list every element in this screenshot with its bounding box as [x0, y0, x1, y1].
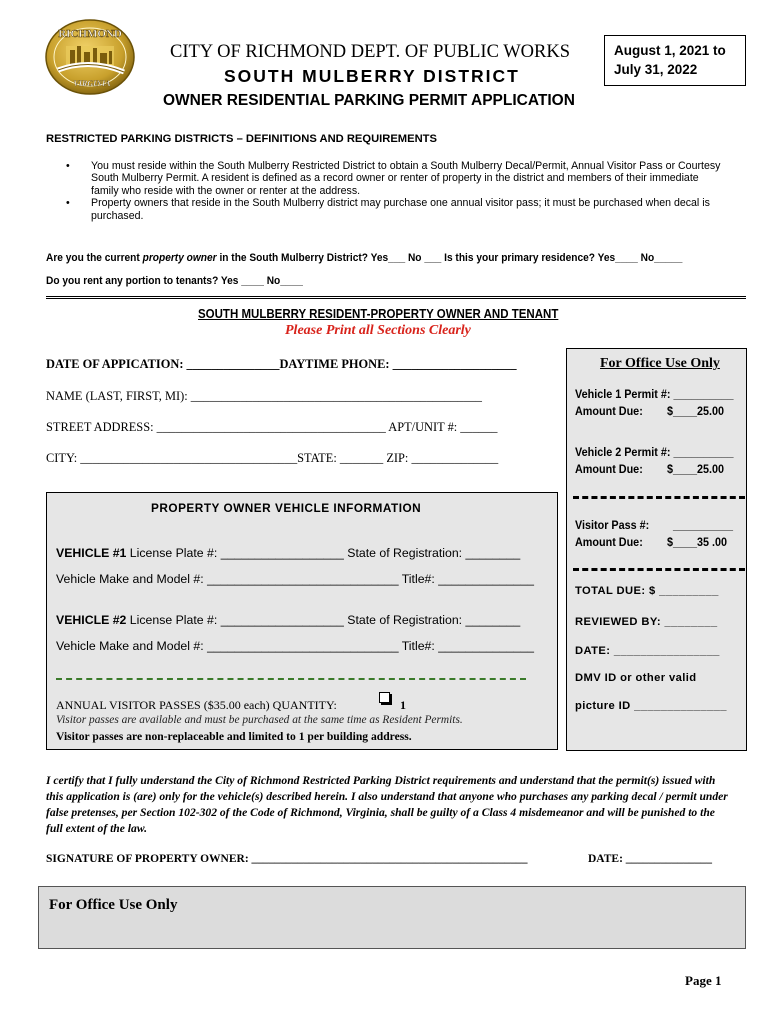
question-text: Are you the current [46, 252, 143, 264]
application-title: OWNER RESIDENTIAL PARKING PERMIT APPLICATION [163, 92, 575, 109]
requirement-text: You must reside within the South Mulberry Restricted District to obtain a South Mulberry Decal/Permit, Annual Visitor Pass or Courtesy South Mulberry Permit. A resident is defined as a record owner or renter of property in the district and members of their immediate family who reside with the owner or renter at the address. [91, 160, 721, 197]
permit-period-box [604, 35, 746, 86]
vehicle-1-plate-field[interactable] [56, 546, 520, 560]
permit-period-start: August 1, 2021 to [614, 43, 726, 58]
bullet-icon: • [66, 160, 70, 172]
logo-bottom-text: VIRGINIA [73, 79, 111, 88]
plate-field-text: License Plate #: __________________ State of Registration: ________ [126, 546, 521, 560]
vehicle-info-title: PROPERTY OWNER VEHICLE INFORMATION [151, 501, 422, 515]
signature-date-field[interactable]: DATE: _______________ [588, 853, 713, 865]
requirements-heading: RESTRICTED PARKING DISTRICTS – DEFINITIONS AND REQUIREMENTS [46, 133, 437, 145]
tenant-question[interactable]: Do you rent any portion to tenants? Yes ____ No____ [46, 275, 303, 287]
district-title: SOUTH MULBERRY DISTRICT [224, 66, 520, 86]
total-due-field[interactable]: TOTAL DUE: $ _________ [575, 585, 719, 597]
plate-field-text: License Plate #: __________________ State of Registration: ________ [126, 613, 521, 627]
visitor-amount: $____35 .00 [667, 535, 728, 549]
name-field[interactable]: NAME (LAST, FIRST, MI): _______________________________________________ [46, 389, 482, 403]
permit-period-end: July 31, 2022 [614, 62, 698, 77]
street-address-field[interactable]: STREET ADDRESS: _____________________________________ APT/UNIT #: ______ [46, 420, 498, 434]
dashed-separator [56, 678, 526, 680]
dashed-separator [573, 568, 745, 571]
visitor-pass-quantity: 1 [400, 698, 406, 712]
list-item [46, 197, 726, 222]
visitor-pass-field[interactable]: __________ [673, 518, 734, 532]
requirements-list [46, 160, 726, 222]
visitor-note: Visitor passes are available and must be purchased at the same time as Resident Permits. [56, 714, 463, 726]
dmv-id-label: DMV ID or other valid [575, 672, 697, 684]
visitor-passes-label: ANNUAL VISITOR PASSES ($35.00 each) QUANTITY: [56, 698, 337, 712]
date-phone-field[interactable]: DATE OF APPICATION: _______________DAYTIME PHONE: ____________________ [46, 357, 517, 371]
vehicle-2-make-field[interactable]: Vehicle Make and Model #: ____________________________ Title#: ______________ [56, 639, 534, 653]
signature-field[interactable]: SIGNATURE OF PROPERTY OWNER: ________________________________________________ [46, 853, 528, 865]
list-item [46, 160, 726, 197]
vehicle-1-make-field[interactable]: Vehicle Make and Model #: ____________________________ Title#: ______________ [56, 572, 534, 586]
vehicle-1-label: VEHICLE #1 [56, 546, 127, 560]
vehicle-2-plate-field[interactable] [56, 613, 520, 627]
visitor-amount-label: Amount Due: [575, 535, 643, 549]
logo-top-text: RICHMOND [58, 28, 122, 40]
section-subheading: Please Print all Sections Clearly [285, 323, 471, 338]
vehicle-2-amount: $____25.00 [667, 462, 725, 476]
office-use-title: For Office Use Only [600, 356, 720, 371]
office-date-field[interactable]: DATE: ________________ [575, 645, 720, 657]
question-emphasis: property owner [142, 252, 217, 264]
vehicle-2-label: VEHICLE #2 [56, 613, 127, 627]
section-divider [46, 296, 746, 300]
dept-title: CITY OF RICHMOND DEPT. OF PUBLIC WORKS [170, 42, 571, 62]
bullet-icon: • [66, 197, 70, 210]
reviewed-by-field[interactable]: REVIEWED BY: ________ [575, 616, 718, 628]
question-text: in the South Mulberry District? Yes___ No ___ Is this your primary residence? Yes____ No_____ [216, 252, 683, 264]
vehicle-2-amount-label: Amount Due: [575, 462, 643, 476]
visitor-pass-checkbox[interactable] [379, 692, 390, 703]
vehicle-1-amount-label: Amount Due: [575, 404, 643, 418]
richmond-seal-logo [44, 18, 136, 96]
requirement-text: Property owners that reside in the South Mulberry district may purchase one annual visitor pass; it must be purchased when decal is purchased. [91, 197, 710, 222]
city-state-zip-field[interactable]: CITY: ___________________________________STATE: _______ ZIP: ______________ [46, 451, 499, 465]
page-number: Page 1 [685, 973, 722, 988]
visitor-limit-note: Visitor passes are non-replaceable and limited to 1 per building address. [56, 730, 412, 743]
visitor-pass-label: Visitor Pass #: [575, 518, 650, 532]
vehicle-2-permit-field[interactable]: Vehicle 2 Permit #: __________ [575, 445, 734, 459]
owner-residence-question[interactable] [46, 252, 682, 264]
office-use-footer-title: For Office Use Only [49, 897, 178, 913]
office-use-footer-box [38, 886, 746, 949]
section-heading: SOUTH MULBERRY RESIDENT-PROPERTY OWNER AND TENANT [198, 307, 559, 321]
dashed-separator [573, 496, 745, 499]
vehicle-1-amount: $____25.00 [667, 404, 725, 418]
certification-text: I certify that I fully understand the City of Richmond Restricted Parking District requirements and understand that the permit(s) issued with this application is (are) only for the vehicle(s) described herein. I also understand that anyone who purchases any parking decal / permit under false pretenses, per Section 102-302 of the Code of Richmond, Virginia, shall be guilty of a Class 4 misdemeanor and will be punished to the full extent of the law. [46, 774, 728, 835]
vehicle-1-permit-field[interactable]: Vehicle 1 Permit #: __________ [575, 387, 734, 401]
dmv-id-field[interactable]: picture ID ______________ [575, 700, 727, 712]
